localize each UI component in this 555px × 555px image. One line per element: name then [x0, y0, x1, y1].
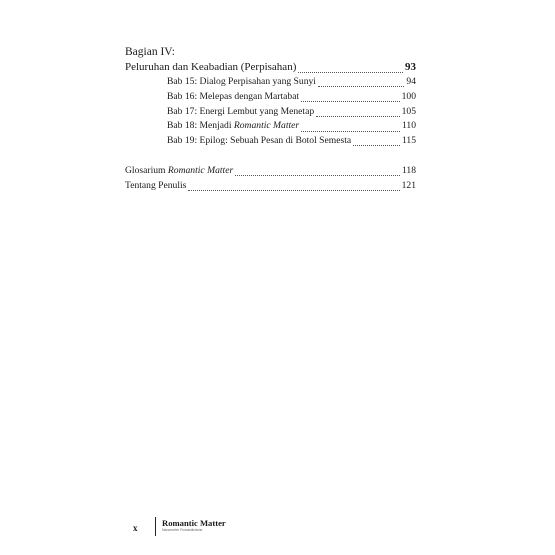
dot-leader: [316, 115, 399, 117]
toc-entry-chapter: [125, 90, 416, 105]
toc-entry-chapter: [125, 75, 416, 90]
toc-entry-label: Tentang Penulis: [125, 179, 187, 191]
book-subtitle: Nanometer Romanticisme: [162, 528, 203, 532]
spacer: [125, 149, 416, 164]
toc-entry-page: 115: [401, 135, 416, 147]
dot-leader: [353, 144, 400, 146]
toc-entry-page: 121: [401, 179, 416, 191]
footer-divider: [155, 517, 156, 536]
toc-entry-label: Bab 15: Dialog Perpisahan yang Sunyi: [167, 76, 316, 87]
toc-entry-backmatter: [125, 179, 416, 194]
toc-entry-chapter: [125, 105, 416, 120]
toc-entry-label: Bab 19: Epilog: Sebuah Pesan di Botol Semesta: [167, 135, 352, 147]
toc-entry-label: Bab 17: Energi Lembut yang Menetap: [167, 105, 315, 117]
table-of-contents: [125, 45, 416, 194]
toc-entry-label: Bab 16: Melepas dengan Martabat: [167, 90, 300, 102]
label-text: Bab 18: Menjadi: [167, 120, 234, 132]
label-text: Glosarium: [125, 164, 168, 176]
toc-entry-chapter: [125, 119, 416, 134]
toc-entry-page: 118: [401, 164, 416, 176]
page-number: x: [133, 523, 138, 533]
book-title: Romantic Matter: [162, 518, 226, 528]
toc-entry-page: 110: [401, 120, 416, 132]
label-italic: Romantic Matter: [233, 120, 300, 132]
toc-entry-label: [125, 164, 233, 179]
toc-entry-page: 100: [401, 90, 416, 102]
toc-entry-label: [167, 119, 299, 134]
dot-leader: [235, 174, 400, 176]
toc-entry-page: 105: [401, 105, 416, 117]
toc-entry-label: Peluruhan dan Keabadian (Perpisahan): [125, 61, 297, 73]
part-label: Bagian IV:: [125, 46, 175, 58]
toc-entry-chapter: [125, 134, 416, 149]
dot-leader: [301, 130, 400, 132]
running-footer: [162, 518, 226, 533]
toc-entry-part: [125, 60, 416, 75]
toc-entry-page: 93: [405, 61, 416, 73]
dot-leader: [318, 85, 404, 87]
toc-entry-backmatter: [125, 164, 416, 179]
label-italic: Romantic Matter: [167, 164, 234, 176]
dot-leader: [301, 100, 399, 102]
dot-leader: [188, 189, 399, 191]
toc-entry-page: 94: [406, 76, 416, 87]
dot-leader: [298, 71, 403, 73]
